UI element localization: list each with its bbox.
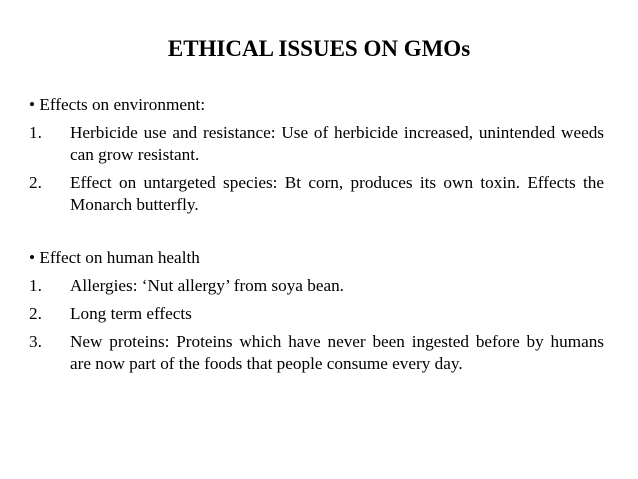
section-spacer [29, 222, 604, 247]
list-item-text: Long term effects [70, 304, 192, 323]
list-item-text: Herbicide use and resistance: Use of herbicide increased, unintended weeds can grow resistant. [70, 123, 604, 164]
list-item-text: Allergies: ‘Nut allergy’ from soya bean. [70, 276, 344, 295]
list-item-number: 2. [29, 304, 42, 323]
slide-title: ETHICAL ISSUES ON GMOs [167, 36, 471, 61]
list-item [29, 172, 604, 216]
list-item [29, 122, 604, 166]
list-item-number: 3. [29, 332, 42, 351]
list-item-text: Effect on untargeted species: Bt corn, produces its own toxin. Effects the Monarch butterfly. [70, 173, 604, 214]
slide-body [29, 94, 604, 381]
list-item [29, 331, 604, 375]
human-health-list [29, 275, 604, 375]
list-item-number: 2. [29, 173, 42, 192]
section-heading-human-health: • Effect on human health [29, 248, 200, 267]
environment-list [29, 122, 604, 216]
list-item-number: 1. [29, 123, 42, 142]
section-heading-environment: • Effects on environment: [29, 95, 206, 114]
list-item [29, 303, 604, 325]
list-item [29, 275, 604, 297]
list-item-text: New proteins: Proteins which have never been ingested before by humans are now part of the foods that people consume every day. [70, 332, 604, 373]
list-item-number: 1. [29, 276, 42, 295]
